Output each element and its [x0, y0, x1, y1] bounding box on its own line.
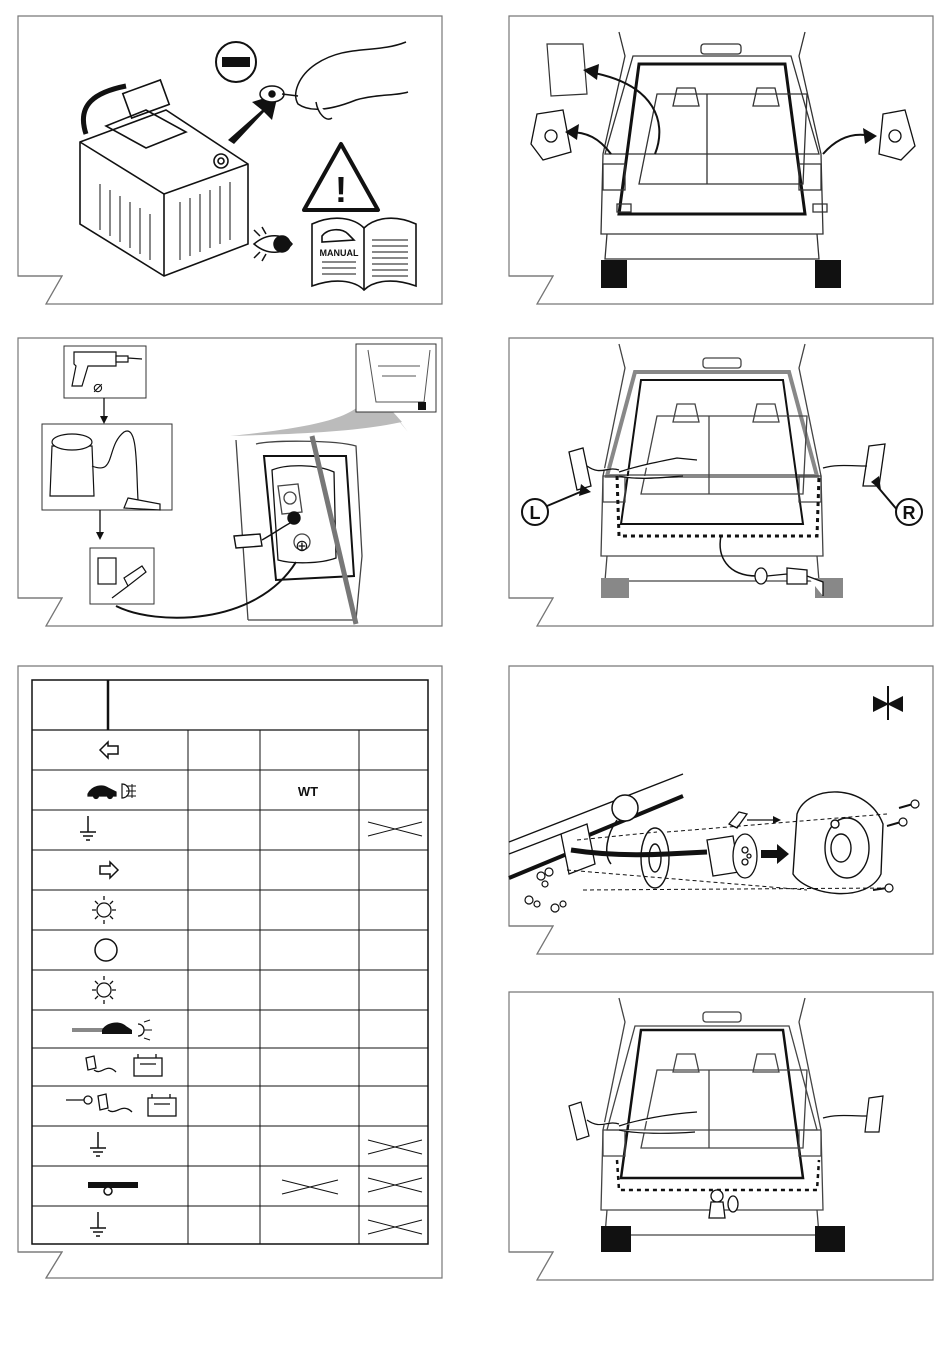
panel-final-assembly — [507, 990, 935, 1282]
left-tyre-icon — [601, 1226, 631, 1252]
panel-remove-tail-lights — [507, 14, 935, 306]
wt-wire-color: WT — [297, 784, 319, 799]
left-side-label — [522, 499, 548, 525]
tail-light-left-icon — [531, 110, 571, 160]
left-tyre-icon — [601, 260, 627, 288]
circle-icon — [95, 939, 117, 961]
panel-battery-disconnect — [16, 14, 444, 306]
plus-symbol: ⊕ — [295, 538, 309, 555]
left-label-text: L — [529, 503, 541, 523]
panel-route-wiring — [507, 336, 935, 628]
right-tyre-icon — [815, 1226, 845, 1252]
right-label-text: R — [902, 503, 916, 523]
panel-frame — [509, 992, 933, 1280]
right-tyre-icon — [815, 260, 841, 288]
socket-icon — [793, 792, 883, 894]
manual-label: MANUAL — [319, 248, 359, 258]
right-side-label — [896, 499, 922, 525]
panel-drilling — [16, 336, 444, 628]
minus-sign-icon — [216, 42, 256, 82]
left-tyre-icon — [601, 578, 629, 598]
mounting-plate-icon — [641, 828, 669, 888]
diameter-symbol: ⌀ — [93, 379, 103, 396]
panel-wiring-table — [16, 664, 444, 1280]
panel-socket-assembly — [507, 664, 935, 956]
tailgate-trim-icon — [547, 44, 587, 96]
warning-exclamation: ! — [335, 169, 347, 210]
manual-book-icon — [312, 218, 416, 290]
wiring-table — [32, 680, 428, 1244]
